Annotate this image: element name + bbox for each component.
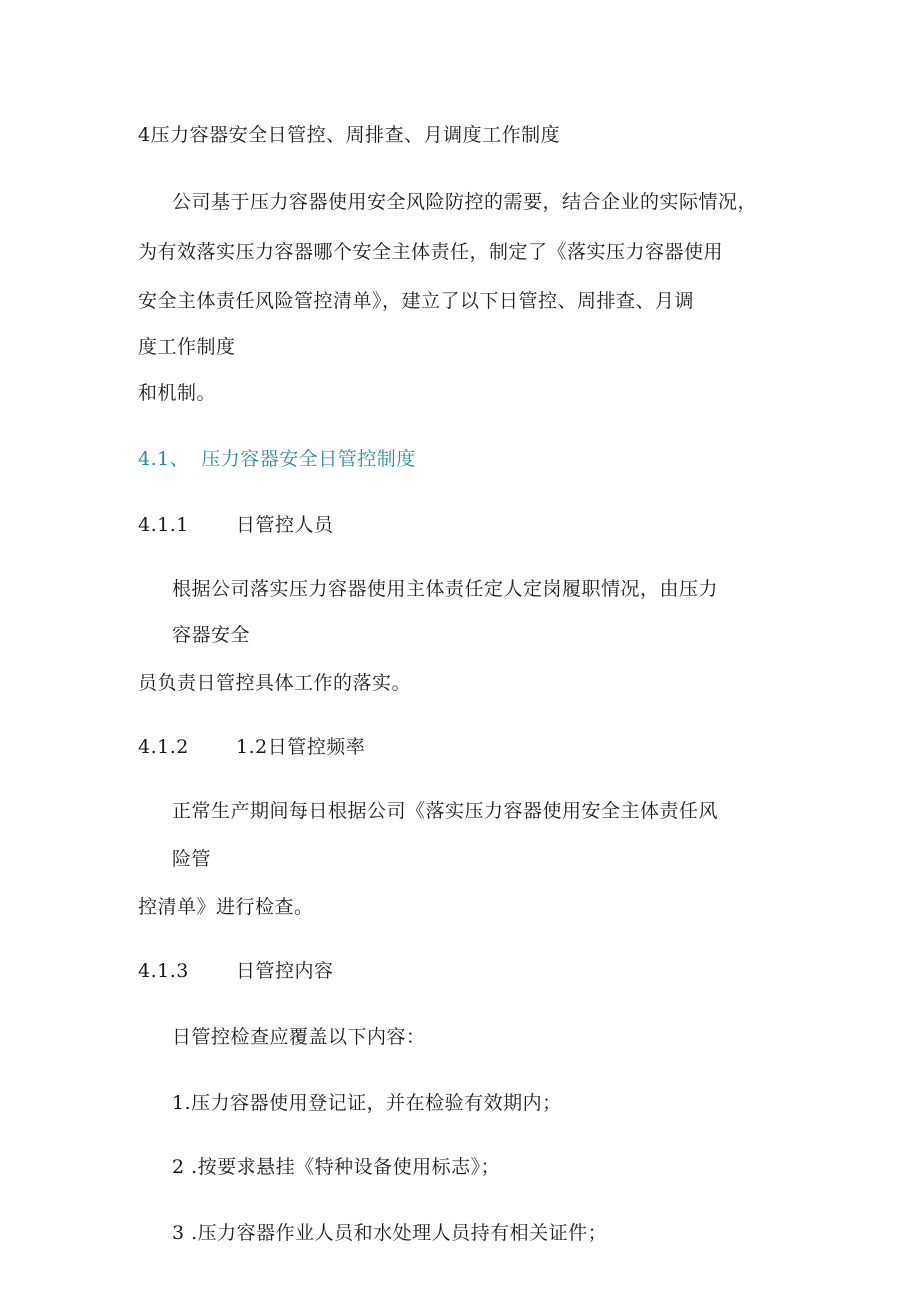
section-4-1-2-heading [138, 734, 365, 760]
section-4-1-1-number: 4.1.1 [138, 514, 189, 536]
section-4-1-3-number: 4.1.3 [138, 960, 189, 982]
section-4-1-3-line-1: 日管控检查应覆盖以下内容： [172, 1026, 426, 1048]
section-4-1-1-heading [138, 512, 334, 538]
section-4-1-2-title: 1.2日管控频率 [236, 736, 366, 758]
section-4-1-1-line-1: 根据公司落实压力容器使用主体责任定人定岗履职情况，由压力 [172, 578, 719, 600]
section-4-1-1-title: 日管控人员 [236, 514, 334, 536]
section-4-1-2-line-1: 正常生产期间每日根据公司《落实压力容器使用安全主体责任风 [172, 800, 719, 822]
intro-line-4: 度工作制度 [138, 336, 236, 358]
intro-line-1: 公司基于压力容器使用安全风险防控的需要，结合企业的实际情况， [172, 191, 758, 213]
section-4-1-heading [138, 446, 416, 472]
section-4-1-2-line-3: 控清单》进行检查。 [138, 896, 314, 918]
section-4-1-3-heading [138, 958, 334, 984]
list-item-1: 1.压力容器使用登记证，并在检验有效期内； [172, 1092, 562, 1114]
intro-line-3: 安全主体责任风险管控清单》，建立了以下日管控、周排查、月调 [138, 290, 695, 312]
section-4-1-title: 压力容器安全日管控制度 [201, 448, 416, 470]
section-4-1-2-line-2: 险管 [172, 848, 212, 870]
section-4-1-2-number: 4.1.2 [138, 736, 189, 758]
intro-line-2: 为有效落实压力容器哪个安全主体责任，制定了《落实压力容器使用 [138, 241, 724, 263]
list-item-2: 2 .按要求悬挂《特种设备使用标志》； [172, 1156, 501, 1178]
section-4-title: 4压力容器安全日管控、周排查、月调度工作制度 [138, 124, 561, 146]
list-item-3: 3 .压力容器作业人员和水处理人员持有相关证件； [172, 1222, 608, 1244]
section-4-1-3-title: 日管控内容 [236, 960, 334, 982]
section-4-1-1-line-3: 员负责日管控具体工作的落实。 [138, 672, 412, 694]
intro-line-5: 和机制。 [138, 382, 217, 404]
section-4-1-1-line-2: 容器安全 [172, 624, 251, 646]
section-4-1-number: 4.1、 [138, 448, 190, 470]
